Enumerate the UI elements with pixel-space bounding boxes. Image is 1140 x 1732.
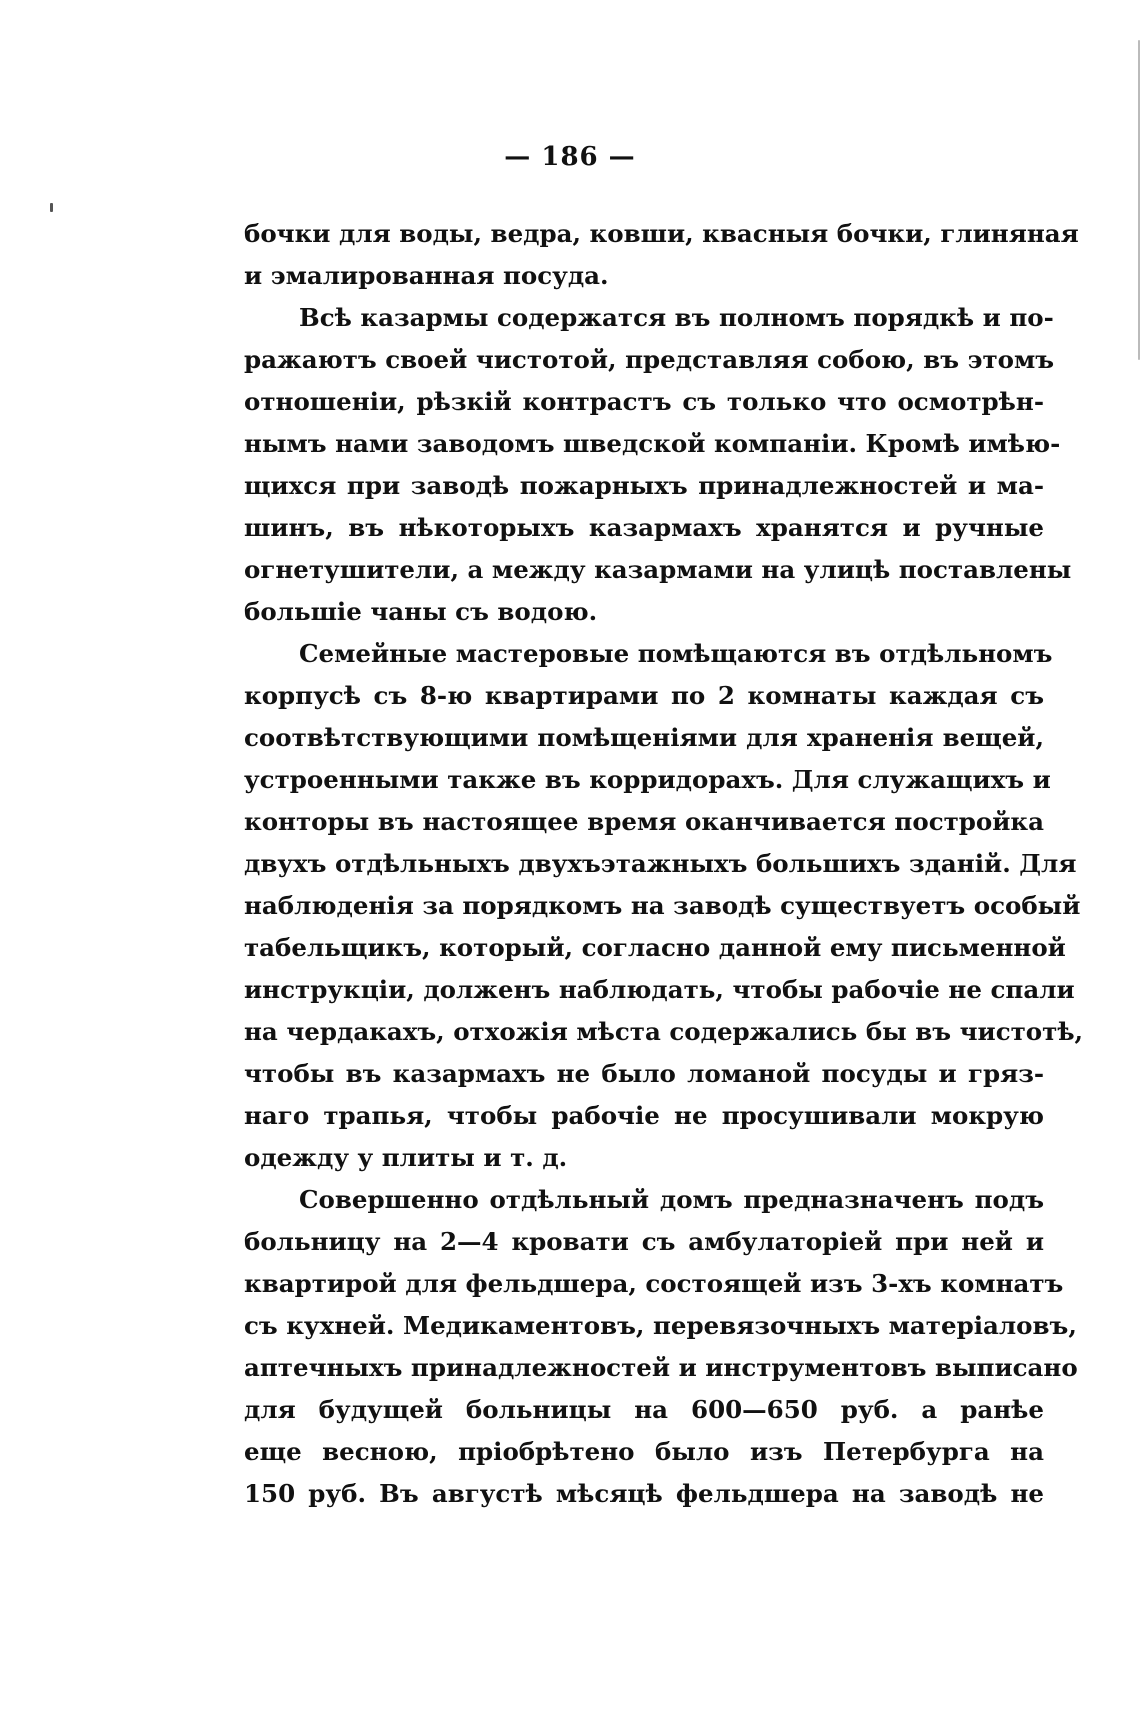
text-line: наблюденія за порядкомъ на заводѣ существуетъ особый (244, 891, 1081, 920)
text-line: огнетушители, а между казармами на улицѣ поставлены (244, 555, 1072, 584)
page-number: — 186 — (504, 142, 636, 172)
text-line: наго трапья, чтобы рабочіе не просушивали мокрую (244, 1101, 1044, 1130)
text-line: инструкціи, долженъ наблюдать, чтобы рабочіе не спали (244, 975, 1075, 1004)
paragraph-3 (244, 633, 1084, 1179)
text-line: и эмалированная посуда. (244, 261, 609, 290)
text-line: одежду у плиты и т. д. (244, 1143, 568, 1172)
text-line: щихся при заводѣ пожарныхъ принадлежностей и ма- (244, 471, 1044, 500)
text-line: чтобы въ казармахъ не было ломаной посуды и гряз- (244, 1059, 1044, 1088)
text-line: бочки для воды, ведра, ковши, квасныя бочки, глиняная (244, 219, 1079, 248)
text-line: для будущей больницы на 600—650 руб. а ранѣе (244, 1395, 1044, 1424)
text-line: соотвѣтствующими помѣщеніями для храненія вещей, (244, 723, 1044, 752)
text-line: корпусѣ съ 8-ю квартирами по 2 комнаты каждая съ (244, 681, 1044, 710)
text-line: на чердакахъ, отхожія мѣста содержались бы въ чистотѣ, (244, 1017, 1084, 1046)
text-line: отношеніи, рѣзкій контрастъ съ только что осмотрѣн- (244, 387, 1044, 416)
text-line: конторы въ настоящее время оканчивается постройка (244, 807, 1044, 836)
paragraph-4 (244, 1179, 1078, 1515)
text-line: больницу на 2—4 кровати съ амбулаторіей при ней и (244, 1227, 1044, 1256)
text-line: квартирой для фельдшера, состоящей изъ 3-хъ комнатъ (244, 1269, 1064, 1298)
text-line: аптечныхъ принадлежностей и инструментовъ выписано (244, 1353, 1078, 1382)
text-line: Семейные мастеровые помѣщаются въ отдѣльномъ (299, 639, 1053, 668)
body-text (244, 213, 1084, 1515)
text-line: Совершенно отдѣльный домъ предназначенъ подъ (299, 1185, 1044, 1214)
scan-speck (50, 203, 53, 212)
text-line: табельщикъ, который, согласно данной ему письменной (244, 933, 1066, 962)
text-line: съ кухней. Медикаментовъ, перевязочныхъ матеріаловъ, (244, 1311, 1077, 1340)
text-line: шинъ, въ нѣкоторыхъ казармахъ хранятся и ручные (244, 513, 1044, 542)
text-line: ражаютъ своей чистотой, представляя собою, въ этомъ (244, 345, 1055, 374)
text-line: еще весною, пріобрѣтено было изъ Петербурга на (244, 1437, 1044, 1466)
paragraph-1 (244, 213, 1079, 297)
text-line: нымъ нами заводомъ шведской компаніи. Кромѣ имѣю- (244, 429, 1061, 458)
text-line: большіе чаны съ водою. (244, 597, 598, 626)
text-line: двухъ отдѣльныхъ двухъэтажныхъ большихъ зданій. Для (244, 849, 1077, 878)
text-line: Всѣ казармы содержатся въ полномъ порядкѣ и по- (299, 303, 1054, 332)
text-line: устроенными также въ корридорахъ. Для служащихъ и (244, 765, 1051, 794)
paragraph-2 (244, 297, 1072, 633)
text-line: 150 руб. Въ августѣ мѣсяцѣ фельдшера на заводѣ не (244, 1479, 1044, 1508)
